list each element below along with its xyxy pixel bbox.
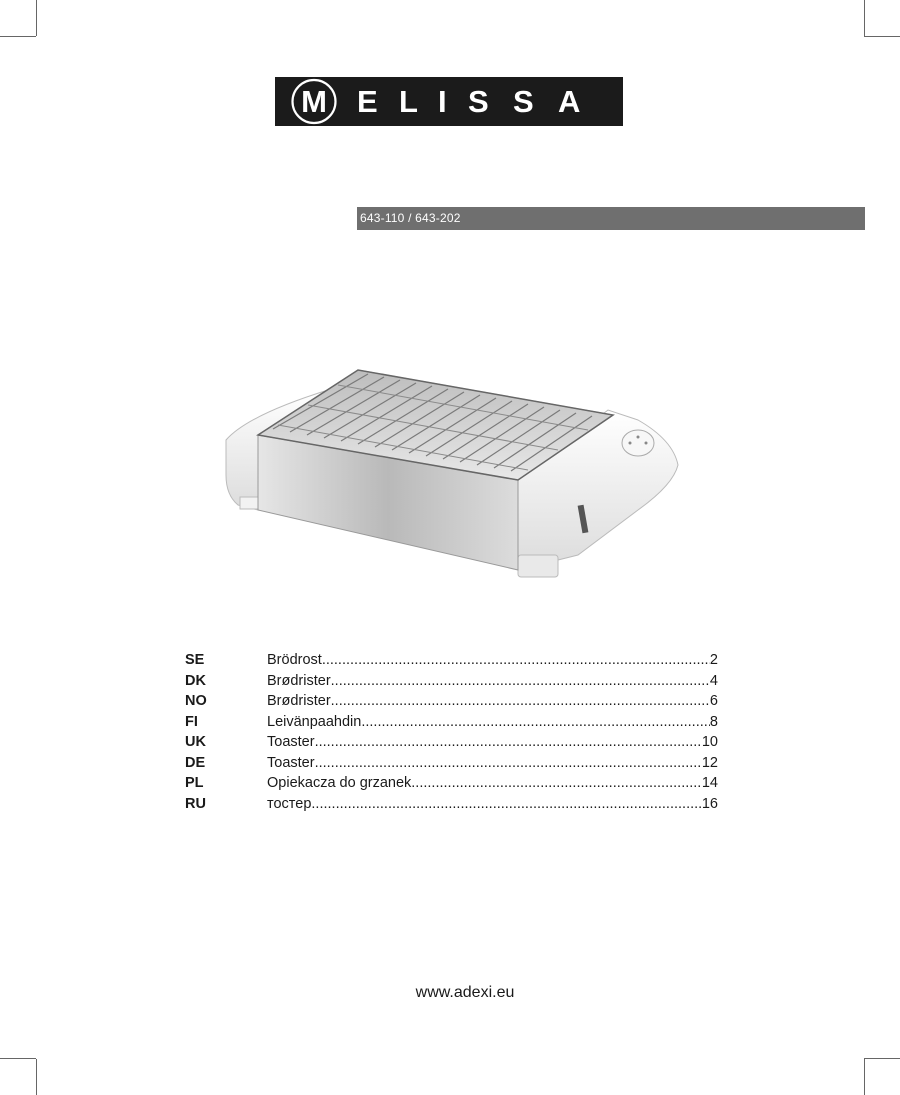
svg-text:S: S	[468, 84, 489, 119]
crop-mark-top-right-h	[864, 36, 900, 37]
table-of-contents	[185, 650, 720, 814]
toc-language-code: PL	[185, 775, 204, 791]
svg-text:I: I	[438, 84, 447, 119]
toc-row-de[interactable]	[185, 753, 720, 774]
toc-leader-dots	[315, 732, 702, 753]
toc-language-code: SE	[185, 652, 205, 668]
toc-row-pl[interactable]	[185, 773, 720, 794]
toc-row-no[interactable]	[185, 691, 720, 712]
toc-entry	[267, 650, 718, 671]
toc-title: Toaster	[267, 734, 315, 750]
toc-title: Opiekacza do grzanek	[267, 775, 412, 791]
crop-mark-top-right-v	[864, 0, 865, 36]
toc-page-number: 10	[701, 734, 718, 750]
toc-entry	[267, 732, 718, 753]
crop-mark-bottom-right-h	[864, 1058, 900, 1059]
crop-mark-top-left-h	[0, 36, 36, 37]
toc-entry	[267, 794, 718, 815]
toc-row-ru[interactable]	[185, 794, 720, 815]
crop-mark-bottom-left-h	[0, 1058, 36, 1059]
toc-leader-dots	[322, 650, 710, 671]
svg-text:L: L	[399, 84, 418, 119]
toc-row-se[interactable]	[185, 650, 720, 671]
toc-language-code: DE	[185, 754, 206, 771]
website-link[interactable]: www.adexi.eu	[415, 984, 515, 1001]
crop-mark-top-left-v	[36, 0, 37, 36]
toc-page-number: 2	[709, 652, 718, 668]
svg-text:M: M	[301, 84, 327, 119]
toc-row-uk[interactable]	[185, 732, 720, 753]
svg-text:S: S	[513, 84, 534, 119]
toc-language-code: UK	[185, 734, 206, 750]
toc-leader-dots	[411, 773, 702, 794]
toc-page-number: 12	[701, 754, 718, 771]
crop-mark-bottom-left-v	[36, 1059, 37, 1095]
toc-title: Leivänpaahdin	[267, 713, 362, 730]
footer	[0, 984, 900, 1002]
toc-leader-dots	[311, 794, 701, 815]
toc-entry	[267, 773, 718, 794]
melissa-logo-graphic	[275, 77, 623, 126]
toc-leader-dots	[361, 712, 710, 733]
toc-page-number: 16	[701, 795, 718, 812]
crop-mark-bottom-right-v	[864, 1059, 865, 1095]
toc-language-code: DK	[185, 672, 206, 689]
toc-page-number: 8	[709, 713, 718, 730]
toc-title: Brödrost	[267, 652, 322, 668]
toc-language-code: RU	[185, 795, 206, 812]
model-number-bar: 643-110 / 643-202	[357, 207, 865, 230]
toc-leader-dots	[331, 691, 710, 712]
toc-entry	[267, 691, 718, 712]
toc-entry	[267, 671, 718, 692]
toaster-grill-image	[218, 365, 688, 585]
toc-title: Brødrister	[267, 693, 331, 709]
toc-page-number: 6	[709, 693, 718, 709]
svg-text:E: E	[357, 84, 378, 119]
toc-leader-dots	[315, 753, 702, 774]
toc-language-code: FI	[185, 713, 198, 730]
toc-row-fi[interactable]	[185, 712, 720, 733]
toc-page-number: 4	[709, 672, 718, 689]
toc-title: Brødrister	[267, 672, 331, 689]
toc-title: тостер	[267, 795, 312, 812]
svg-text:A: A	[558, 84, 581, 119]
melissa-logo	[275, 77, 623, 126]
toc-entry	[267, 753, 718, 774]
toc-title: Toaster	[267, 754, 315, 771]
toc-row-dk[interactable]	[185, 671, 720, 692]
toc-language-code: NO	[185, 693, 207, 709]
toc-leader-dots	[331, 671, 710, 692]
toc-entry	[267, 712, 718, 733]
toc-page-number: 14	[701, 775, 718, 791]
